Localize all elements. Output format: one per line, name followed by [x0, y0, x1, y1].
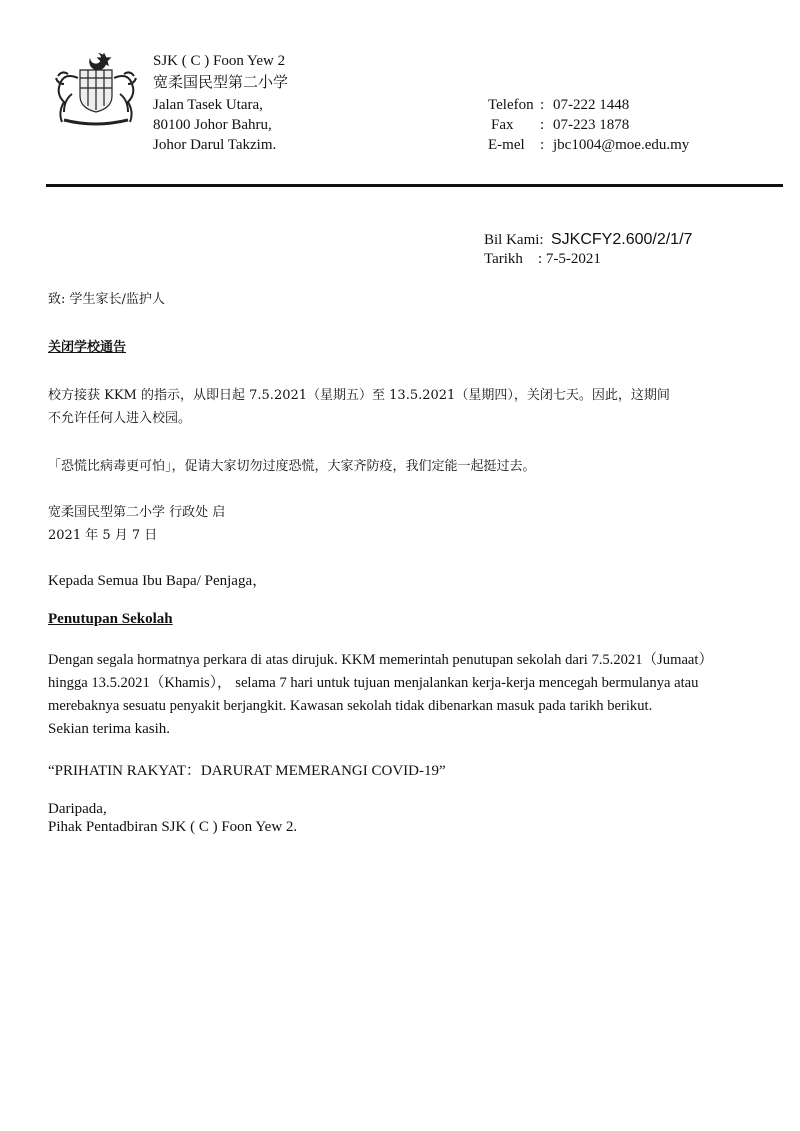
address-line-3: Johor Darul Takzim. [153, 137, 277, 153]
fax-sep: : [540, 117, 545, 133]
school-name: SJK ( C ) Foon Yew 2 [153, 53, 286, 69]
email-label: E-mel [488, 137, 525, 153]
address-line-1: Jalan Tasek Utara, [153, 97, 263, 113]
slogan: “PRIHATIN RAKYAT：DARURAT MEMERANGI COVID-19” [48, 763, 446, 779]
fax-value: 07-223 1878 [553, 117, 630, 133]
closing-sender: Pihak Pentadbiran SJK ( C ) Foon Yew 2. [48, 819, 298, 835]
telefon-value: 07-222 1448 [553, 97, 630, 113]
bil-label: Bil Kami: [484, 232, 544, 248]
tarikh-value: : 7-5-2021 [538, 251, 601, 267]
chinese-signature-office: 宽柔国民型第二小学 行政处 启 [48, 505, 226, 520]
malay-body-line-4: Sekian terima kasih. [48, 721, 171, 737]
telefon-label: Telefon [488, 97, 534, 113]
malay-salutation: Kepada Semua Ibu Bapa/ Penjaga， [48, 573, 268, 589]
chinese-signature-date: 2021 年 5 月 7 日 [48, 528, 158, 543]
tarikh-label: Tarikh [484, 251, 523, 267]
telefon-sep: : [540, 97, 545, 113]
bil-value: SJKCFY2.600/2/1/7 [551, 231, 693, 248]
malay-body-line-1: Dengan segala hormatnya perkara di atas dirujuk. KKM memerintah penutupan sekolah dari 7.5.2021（Jumaat） [48, 652, 714, 668]
address-line-2: 80100 Johor Bahru, [153, 117, 272, 133]
email-value: jbc1004@moe.edu.my [553, 137, 690, 153]
malay-body-line-3: merebaknya sesuatu penyakit berjangkit. Kawasan sekolah tidak dibenarkan masuk pada tarikh berikut. [48, 698, 653, 714]
closing-daripada: Daripada, [48, 801, 107, 817]
chinese-para1-line2: 不允许任何人进入校园。 [48, 411, 192, 426]
chinese-title: 关闭学校通告 [48, 340, 127, 355]
coat-of-arms-logo [50, 48, 142, 130]
malay-body-line-2: hingga 13.5.2021（Khamis）， selama 7 hari untuk tujuan menjalankan kerja-kerja mencegah bermulanya atau [48, 675, 699, 691]
malay-title: Penutupan Sekolah [48, 611, 173, 627]
chinese-salutation: 致: 学生家长/监护人 [48, 292, 165, 307]
chinese-para1-line1: 校方接获 KKM 的指示，从即日起 7.5.2021（星期五）至 13.5.2021（星期四），关闭七天。因此，这期间 [48, 388, 670, 403]
email-sep: : [540, 137, 545, 153]
school-name-chinese: 宽柔国民型第二小学 [153, 73, 289, 91]
header-divider [46, 184, 783, 187]
fax-label: Fax [491, 117, 514, 133]
chinese-para2: 「恐慌比病毒更可怕」，促请大家切勿过度恐慌，大家齐防疫，我们定能一起挺过去。 [48, 459, 536, 474]
